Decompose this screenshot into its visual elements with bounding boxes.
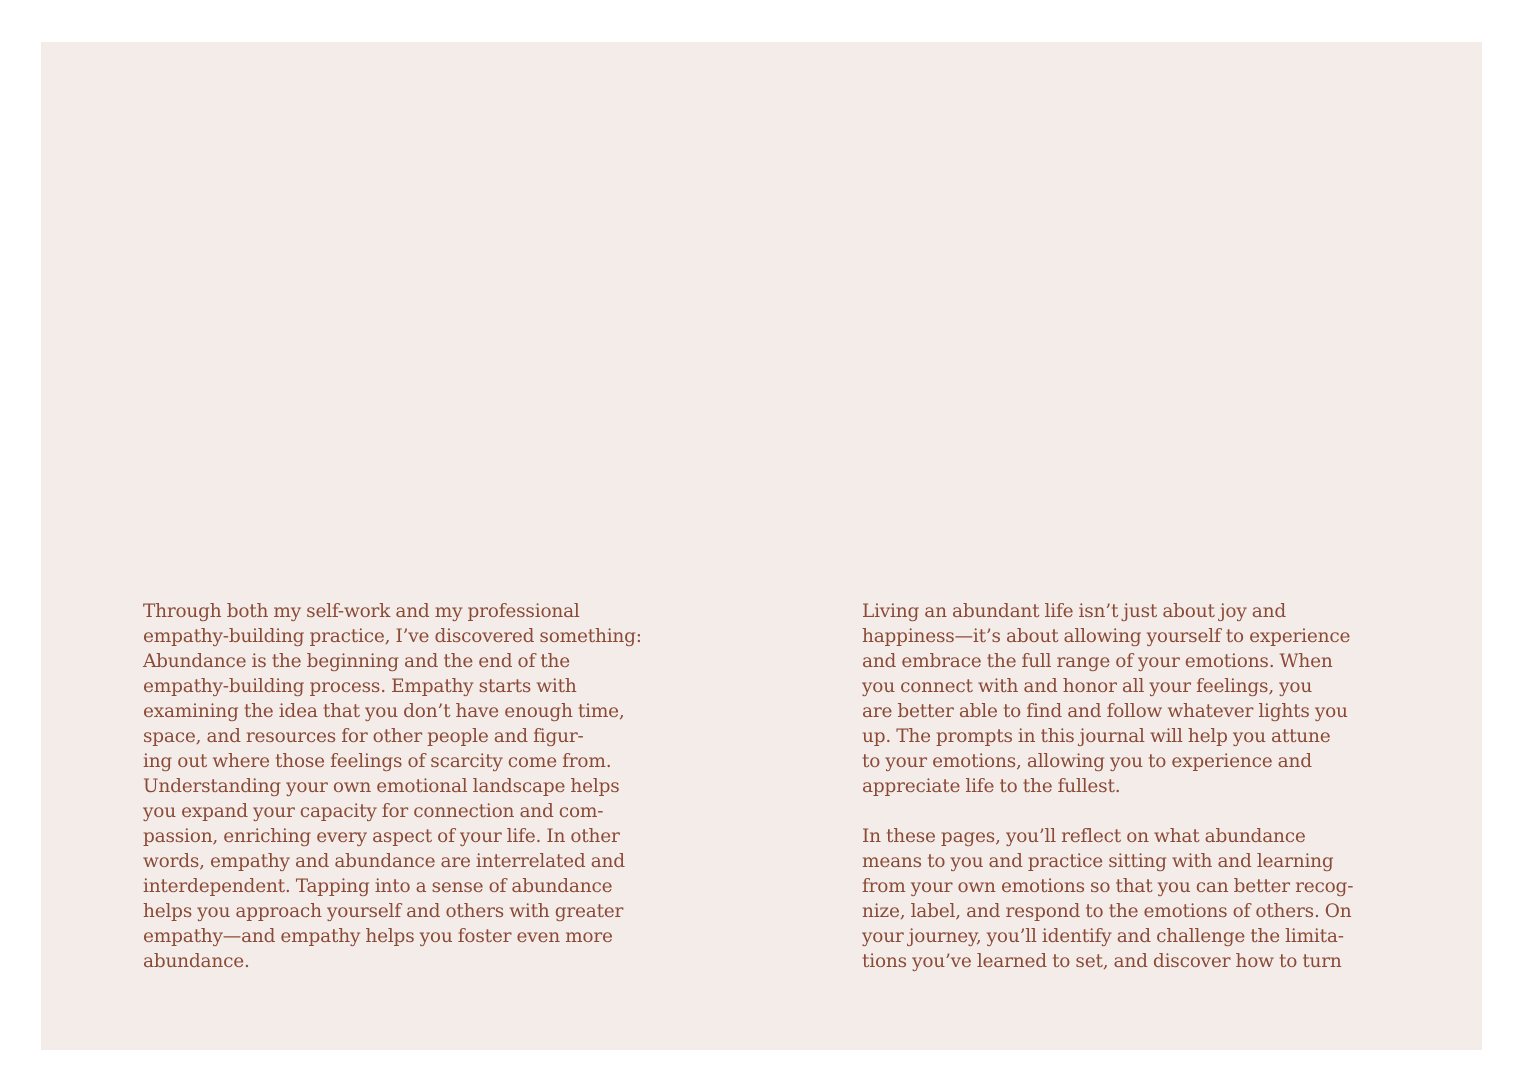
- text-line: tions you’ve learned to set, and discover how to turn: [862, 951, 1342, 972]
- paragraph-1: [862, 599, 1382, 799]
- text-line: and embrace the full range of your emotions. When: [862, 651, 1333, 672]
- text-line: empathy-building practice, I’ve discovered something:: [143, 626, 642, 647]
- text-line: Through both my self-work and my professional: [143, 601, 580, 622]
- text-line: your journey, you’ll identify and challenge the limita-: [862, 926, 1344, 947]
- paragraph-2: [862, 824, 1382, 974]
- text-line: nize, label, and respond to the emotions of others. On: [862, 901, 1352, 922]
- text-line: passion, enriching every aspect of your life. In other: [143, 826, 620, 847]
- text-line: appreciate life to the fullest.: [862, 776, 1121, 797]
- book-spread: [41, 42, 1482, 1050]
- text-line: Abundance is the beginning and the end of the: [143, 651, 571, 672]
- text-line: words, empathy and abundance are interrelated and: [143, 851, 625, 872]
- right-page-text: [862, 599, 1382, 974]
- text-line: you connect with and honor all your feelings, you: [862, 676, 1313, 697]
- text-line: happiness—it’s about allowing yourself to experience: [862, 626, 1351, 647]
- text-line: In these pages, you’ll reflect on what abundance: [862, 826, 1306, 847]
- text-line: up. The prompts in this journal will help you attune: [862, 726, 1331, 747]
- text-line: are better able to find and follow whatever lights you: [862, 701, 1348, 722]
- text-line: empathy-building process. Empathy starts with: [143, 676, 577, 697]
- text-line: from your own emotions so that you can better recog-: [862, 876, 1354, 897]
- text-line: abundance.: [143, 951, 250, 972]
- paragraph-gap: [862, 799, 1382, 824]
- text-line: means to you and practice sitting with and learning: [862, 851, 1334, 872]
- text-line: you expand your capacity for connection and com-: [143, 801, 604, 822]
- text-line: helps you approach yourself and others with greater: [143, 901, 624, 922]
- text-line: to your emotions, allowing you to experience and: [862, 751, 1312, 772]
- text-line: examining the idea that you don’t have enough time,: [143, 701, 625, 722]
- text-line: empathy—and empathy helps you foster even more: [143, 926, 613, 947]
- text-line: space, and resources for other people and figur-: [143, 726, 584, 747]
- text-line: ing out where those feelings of scarcity come from.: [143, 751, 612, 772]
- text-line: interdependent. Tapping into a sense of abundance: [143, 876, 613, 897]
- text-line: Living an abundant life isn’t just about joy and: [862, 601, 1286, 622]
- text-line: Understanding your own emotional landscape helps: [143, 776, 620, 797]
- left-page-text: [143, 599, 663, 974]
